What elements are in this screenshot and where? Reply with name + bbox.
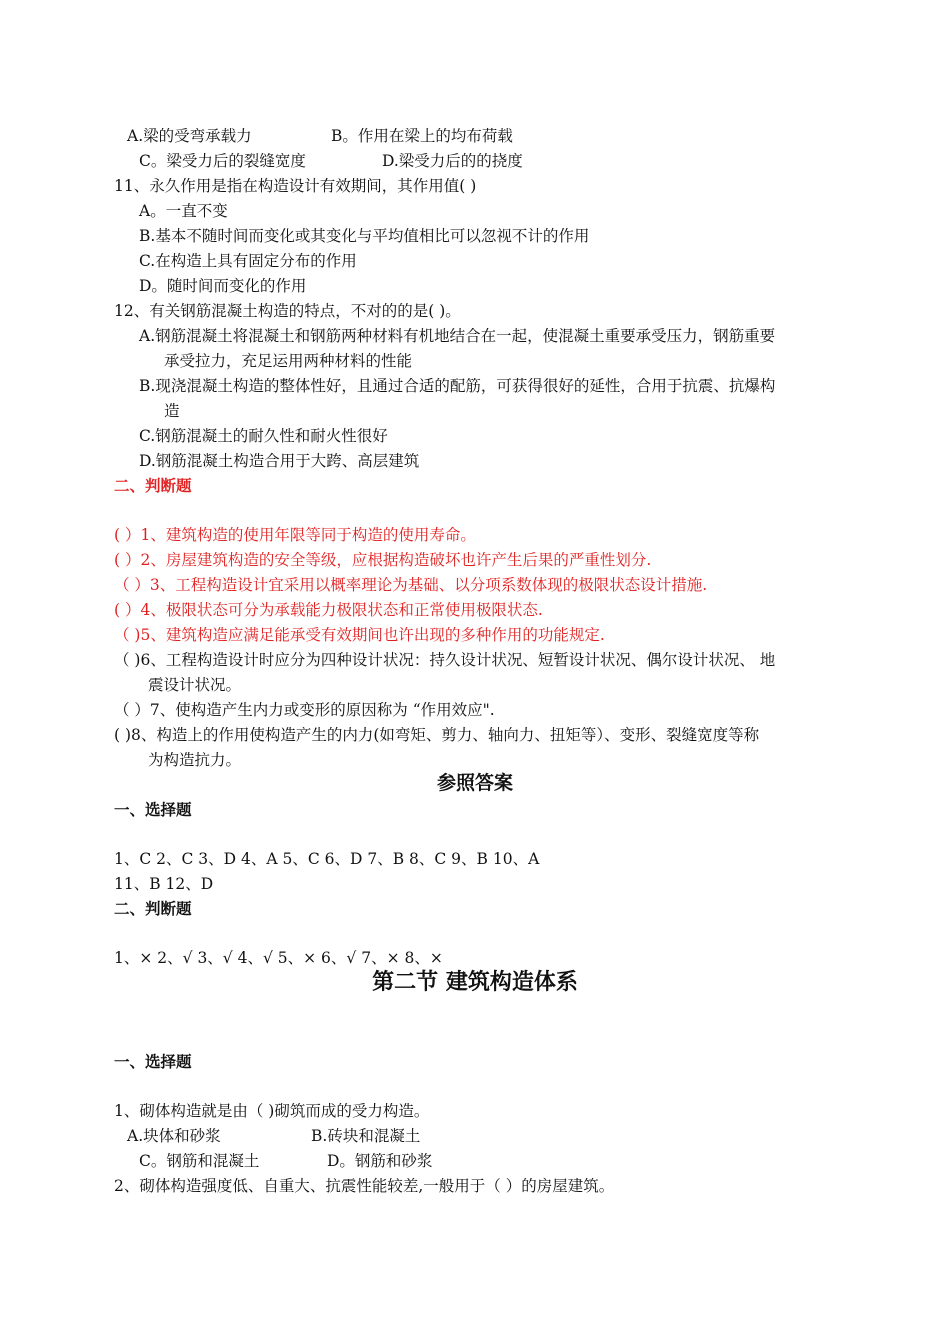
section2-q1-option-c: C。钢筋和混凝土 bbox=[139, 1152, 260, 1170]
judge-item-6-line2: 震设计状况。 bbox=[148, 676, 242, 694]
section2-q1-option-a: A.块体和砂浆 bbox=[127, 1127, 221, 1145]
q10-option-d: D.梁受力后的的挠度 bbox=[382, 152, 523, 170]
q11-option-d: D。随时间而变化的作用 bbox=[139, 277, 307, 295]
q10-option-c: C。梁受力后的裂缝宽度 bbox=[139, 152, 306, 170]
q12-option-b-line1: B.现浇混凝土构造的整体性好，且通过合适的配筋，可获得很好的延性，合用于抗震、抗爆构 bbox=[139, 377, 776, 395]
q10-option-a: A.梁的受弯承载力 bbox=[127, 127, 252, 145]
answers-judge-heading: 二、判断题 bbox=[114, 900, 192, 918]
answers-title: 参照答案 bbox=[436, 772, 513, 794]
section2-q1-stem: 1、砌体构造就是由（ )砌筑而成的受力构造。 bbox=[114, 1102, 430, 1120]
judge-item-3: （ ）3、工程构造设计宜采用以概率理论为基础、以分项系数体现的极限状态设计措施. bbox=[114, 576, 708, 594]
section2-q2-stem: 2、砌体构造强度低、自重大、抗震性能较差,一般用于（ ）的房屋建筑。 bbox=[114, 1177, 615, 1195]
section2-choice-heading: 一、选择题 bbox=[114, 1053, 192, 1071]
judge-item-8-line1: ( )8、构造上的作用使构造产生的内力(如弯矩、剪力、轴向力、扭矩等）、变形、裂缝宽度等称 bbox=[114, 726, 760, 744]
q12-option-d: D.钢筋混凝土构造合用于大跨、高层建筑 bbox=[139, 452, 420, 470]
q11-stem: 11、永久作用是指在构造设计有效期间，其作用值( ) bbox=[114, 177, 477, 195]
judge-item-5: （ )5、建筑构造应满足能承受有效期间也许出现的多种作用的功能规定. bbox=[114, 626, 605, 644]
section2-q1-option-b: B.砖块和混凝土 bbox=[311, 1127, 421, 1145]
q10-option-b: B。作用在梁上的均布荷载 bbox=[331, 127, 513, 145]
judge-item-1: ( ）1、建筑构造的使用年限等同于构造的使用寿命。 bbox=[114, 526, 476, 544]
q12-option-c: C.钢筋混凝土的耐久性和耐火性很好 bbox=[139, 427, 388, 445]
q12-option-a-line1: A.钢筋混凝土将混凝土和钢筋两种材料有机地结合在一起，使混凝土重要承受压力，钢筋重要 bbox=[139, 327, 776, 345]
judge-item-2: ( ）2、房屋建筑构造的安全等级，应根据构造破坏也许产生后果的严重性划分. bbox=[114, 551, 652, 569]
q12-option-b-line2: 造 bbox=[164, 402, 180, 420]
section2-title: 第二节 建筑构造体系 bbox=[372, 970, 578, 995]
q11-option-c: C.在构造上具有固定分布的作用 bbox=[139, 252, 357, 270]
q12-stem: 12、有关钢筋混凝土构造的特点，不对的的是( )。 bbox=[114, 302, 461, 320]
answers-choice-line2: 11、B 12、D bbox=[114, 875, 214, 893]
q12-option-a-line2: 承受拉力，充足运用两种材料的性能 bbox=[164, 352, 413, 370]
judge-heading: 二、判断题 bbox=[114, 477, 192, 495]
answers-judge-line: 1、× 2、√ 3、√ 4、√ 5、× 6、√ 7、× 8、× bbox=[114, 949, 443, 967]
judge-item-6-line1: （ )6、工程构造设计时应分为四种设计状况：持久设计状况、短暂设计状况、偶尔设计状况、 地 bbox=[114, 651, 776, 669]
answers-choice-heading: 一、选择题 bbox=[114, 801, 192, 819]
q11-option-b: B.基本不随时间而变化或其变化与平均值相比可以忽视不计的作用 bbox=[139, 227, 590, 245]
section2-q1-option-d: D。钢筋和砂浆 bbox=[327, 1152, 433, 1170]
answers-choice-line1: 1、C 2、C 3、D 4、A 5、C 6、D 7、B 8、C 9、B 10、A bbox=[114, 850, 540, 868]
q11-option-a: A。一直不变 bbox=[139, 202, 228, 220]
judge-item-7: （ ）7、使构造产生内力或变形的原因称为 “作用效应". bbox=[114, 701, 495, 719]
judge-item-8-line2: 为构造抗力。 bbox=[148, 751, 242, 769]
judge-item-4: ( ）4、极限状态可分为承载能力极限状态和正常使用极限状态. bbox=[114, 601, 543, 619]
